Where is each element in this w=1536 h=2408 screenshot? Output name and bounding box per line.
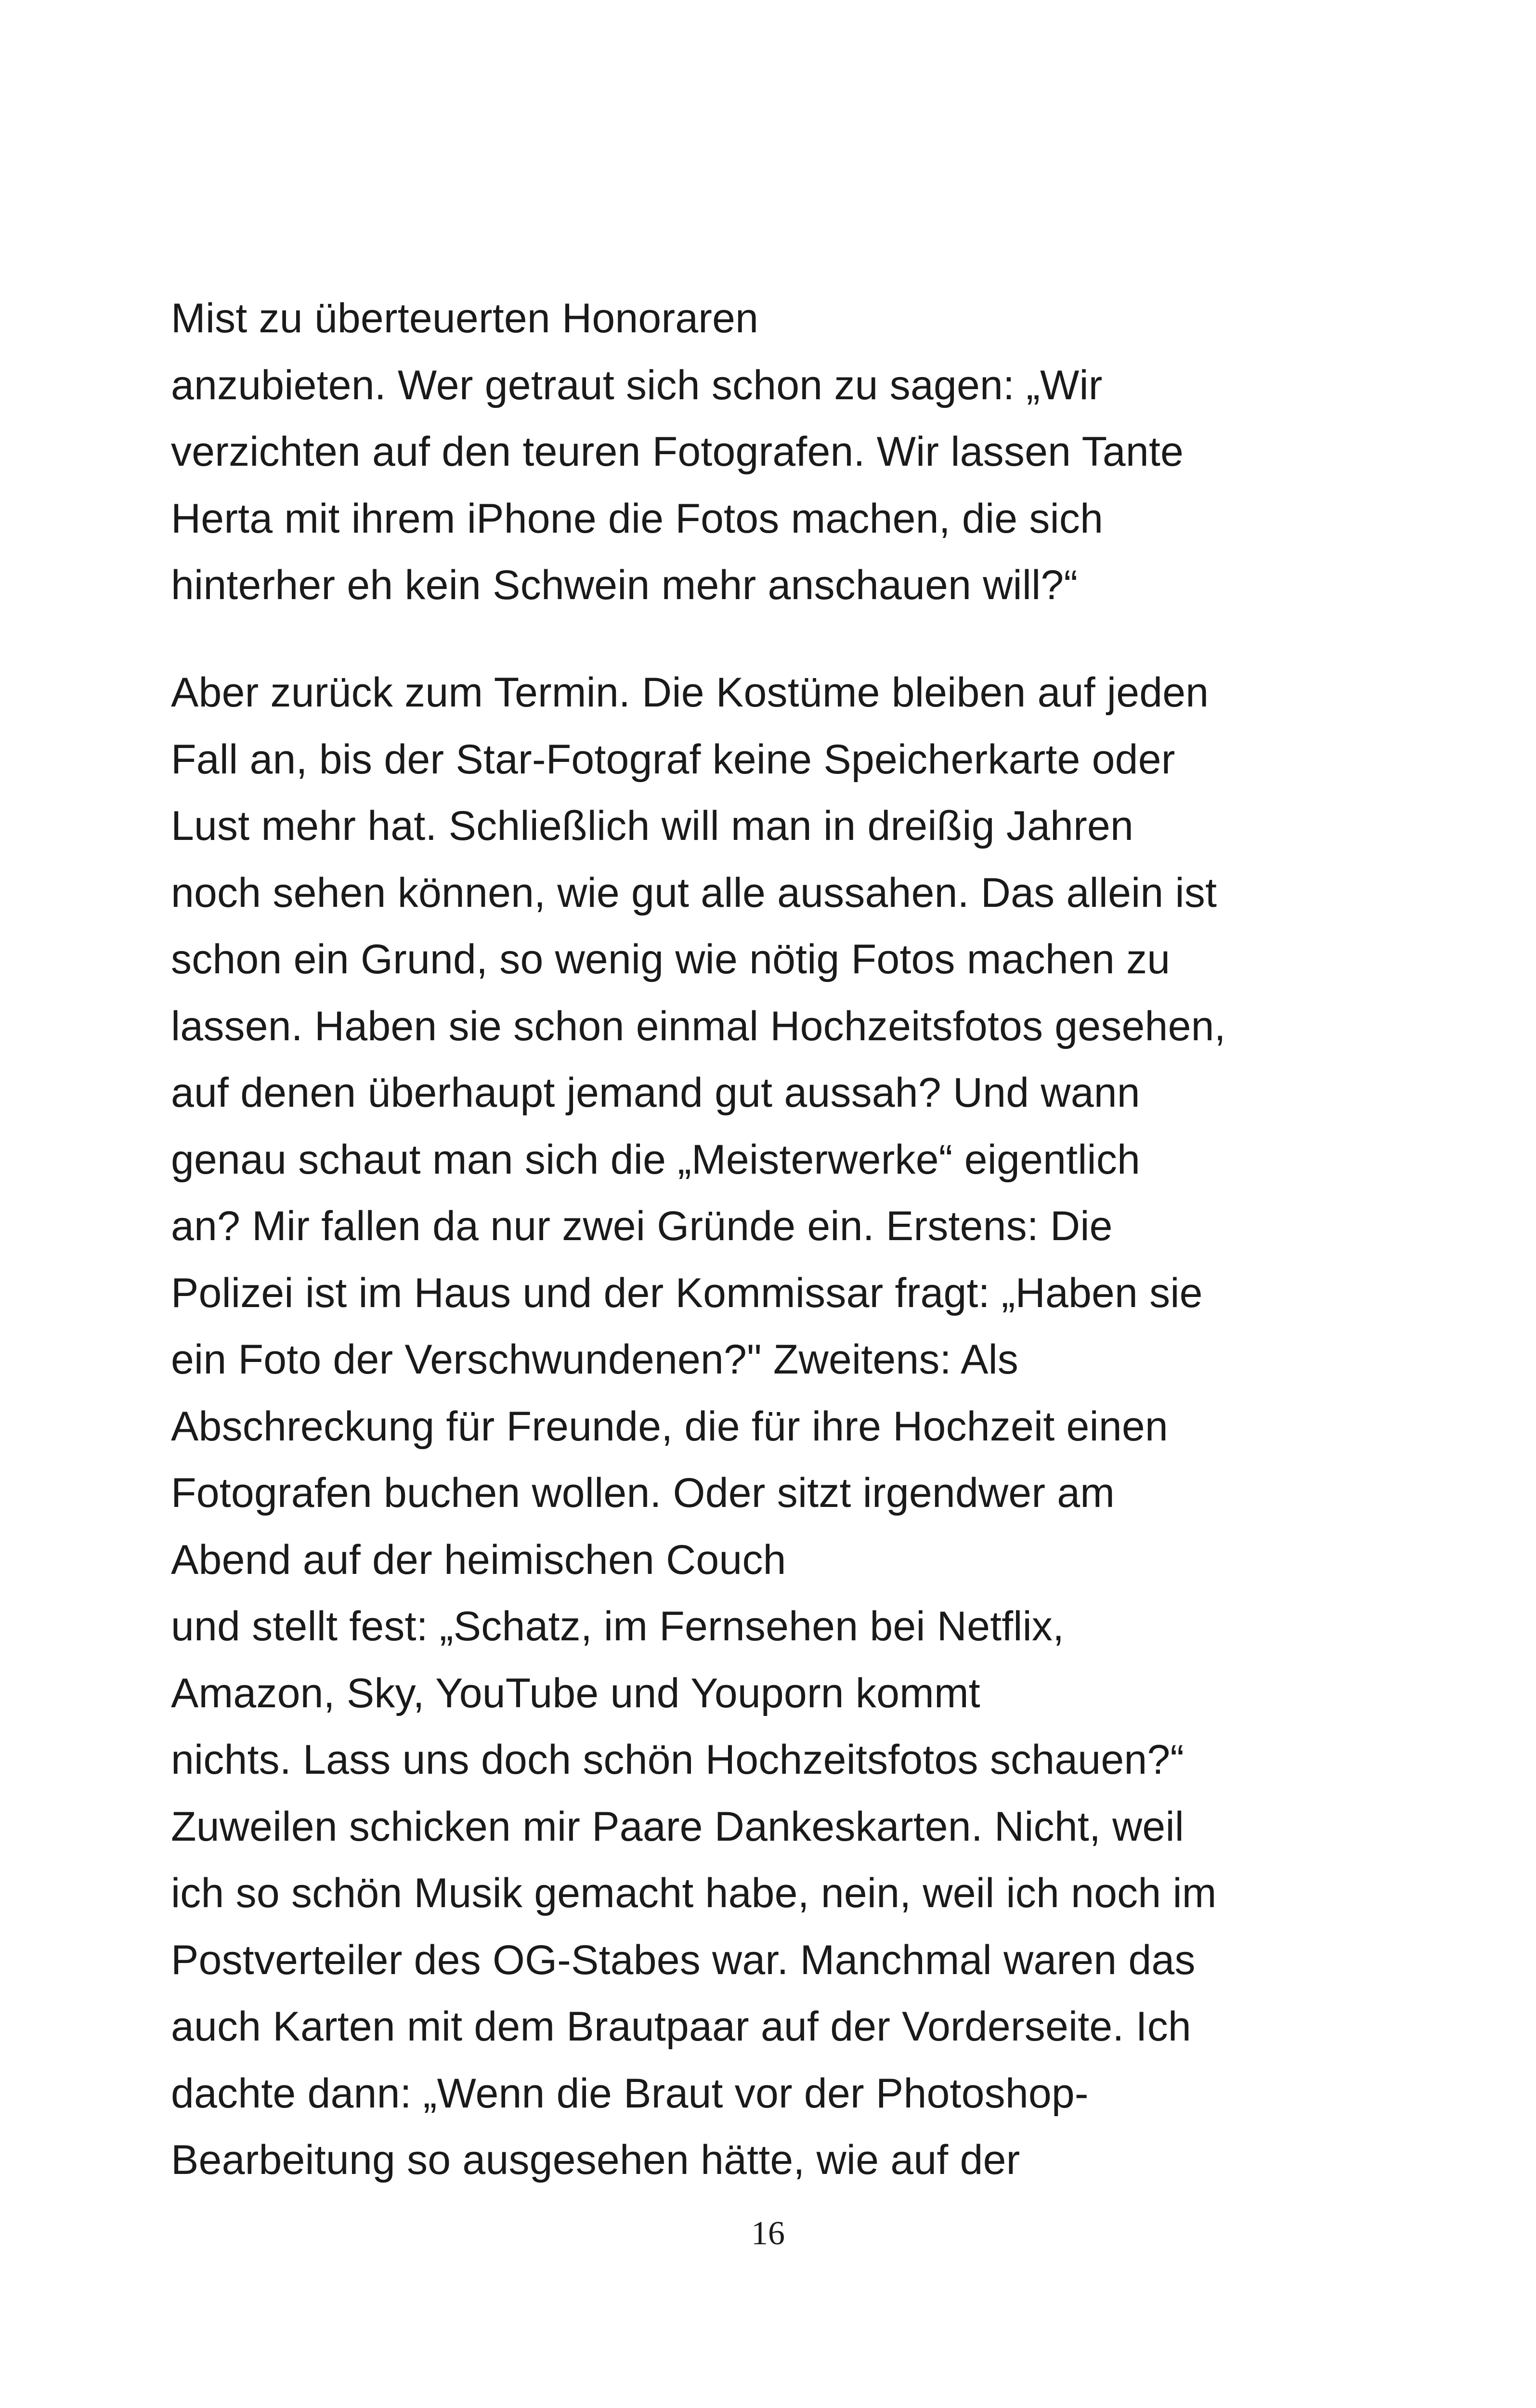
text-line: genau schaut man sich die „Meisterwerke“ eigentlich: [171, 1136, 1141, 1183]
text-line: und stellt fest: „Schatz, im Fernsehen bei Netflix,: [171, 1603, 1065, 1649]
text-line: schon ein Grund, so wenig wie nötig Fotos machen zu: [171, 936, 1171, 982]
text-line: Bearbeitung so ausgesehen hätte, wie auf der: [171, 2137, 1020, 2183]
text-line: Aber zurück zum Termin. Die Kostüme bleiben auf jeden: [171, 669, 1209, 716]
text-line: lassen. Haben sie schon einmal Hochzeitsfotos gesehen,: [171, 1003, 1226, 1049]
text-line: Lust mehr hat. Schließlich will man in dreißig Jahren: [171, 803, 1133, 849]
text-line: dachte dann: „Wenn die Braut vor der Photoshop-: [171, 2070, 1089, 2117]
text-line: Abend auf der heimischen Couch: [171, 1536, 786, 1583]
paragraph-1: [171, 285, 1298, 619]
text-line: anzubieten. Wer getraut sich schon zu sagen: „Wir: [171, 362, 1103, 408]
text-line: auf denen überhaupt jemand gut aussah? Und wann: [171, 1070, 1140, 1116]
text-line: noch sehen können, wie gut alle aussahen. Das allein ist: [171, 869, 1217, 916]
text-line: Polizei ist im Haus und der Kommissar fragt: „Haben sie: [171, 1269, 1203, 1316]
page-number: 16: [751, 2215, 785, 2252]
text-line: ich so schön Musik gemacht habe, nein, weil ich noch im: [171, 1870, 1217, 1916]
text-line: an? Mir fallen da nur zwei Gründe ein. Erstens: Die: [171, 1203, 1113, 1249]
text-line: Amazon, Sky, YouTube und Youporn kommt: [171, 1670, 980, 1716]
text-line: Postverteiler des OG-Stabes war. Manchmal waren das: [171, 1937, 1196, 1983]
text-line: Abschreckung für Freunde, die für ihre Hochzeit einen: [171, 1403, 1168, 1450]
text-line: auch Karten mit dem Brautpaar auf der Vorderseite. Ich: [171, 2003, 1191, 2050]
text-line: Herta mit ihrem iPhone die Fotos machen, die sich: [171, 495, 1104, 542]
text-line: nichts. Lass uns doch schön Hochzeitsfotos schauen?“: [171, 1737, 1185, 1783]
text-line: Zuweilen schicken mir Paare Dankeskarten. Nicht, weil: [171, 1803, 1185, 1850]
text-line: verzichten auf den teuren Fotografen. Wir lassen Tante: [171, 429, 1184, 475]
text-line: ein Foto der Verschwundenen?" Zweitens: Als: [171, 1336, 1019, 1383]
text-line: Fall an, bis der Star-Fotograf keine Speicherkarte oder: [171, 736, 1175, 783]
text-line: hinterher eh kein Schwein mehr anschauen will?“: [171, 562, 1078, 608]
paragraph-2: [171, 659, 1298, 2194]
text-line: Fotografen buchen wollen. Oder sitzt irgendwer am: [171, 1470, 1115, 1516]
text-line: Mist zu überteuerten Honoraren: [171, 295, 759, 341]
